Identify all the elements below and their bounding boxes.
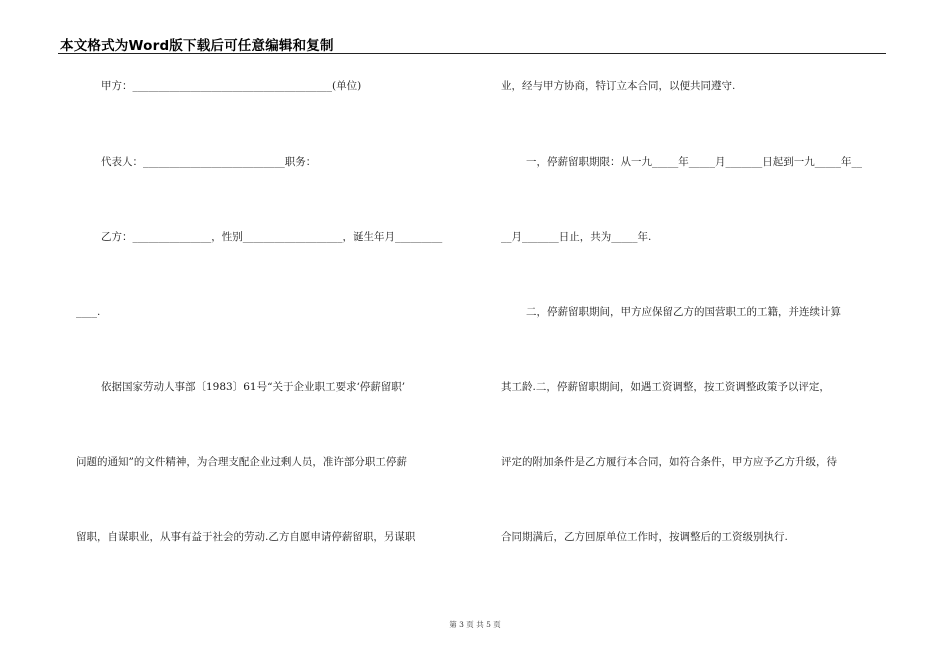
paragraph-line: 问题的通知”的文件精神，为合理支配企业过剩人员，准许部分职工停薪 (76, 456, 407, 468)
paragraph-line: 依据国家劳动人事部〔1983〕61号“关于企业职工要求‘停薪留职’ (101, 381, 406, 393)
clause-1-line: 一，停薪留职期限：从一九_____年_____月_______日起到一九_____年__ (526, 156, 862, 168)
header-divider (58, 53, 886, 54)
party-a-line: 甲方：______________________________________(单位) (101, 80, 362, 92)
paragraph-line: 业，经与甲方协商，特订立本合同，以便共同遵守. (501, 80, 736, 92)
party-b-line-continuation: ____. (76, 306, 101, 318)
paragraph-line: 留职，自谋职业，从事有益于社会的劳动.乙方自愿申请停薪留职，另谋职 (76, 531, 416, 543)
header-title: 本文格式为Word版下载后可任意编辑和复制 (60, 38, 334, 54)
party-b-line: 乙方：_______________，性别___________________，诞生年月_________ (101, 231, 443, 243)
clause-1-continuation: __月_______日止，共为_____年. (501, 231, 652, 243)
paragraph-line: 其工龄.二，停薪留职期间，如遇工资调整，按工资调整政策予以评定， (501, 381, 830, 393)
paragraph-line: 评定的附加条件是乙方履行本合同，如符合条件，甲方应予乙方升级，待 (501, 456, 837, 468)
representative-line: 代表人：___________________________职务： (101, 156, 317, 168)
page-number: 第 3 页 共 5 页 (449, 620, 501, 629)
paragraph-line: 合同期满后，乙方回原单位工作时，按调整后的工资级别执行. (501, 531, 788, 543)
clause-2-line: 二，停薪留职期间，甲方应保留乙方的国营职工的工籍，并连续计算 (526, 306, 841, 318)
